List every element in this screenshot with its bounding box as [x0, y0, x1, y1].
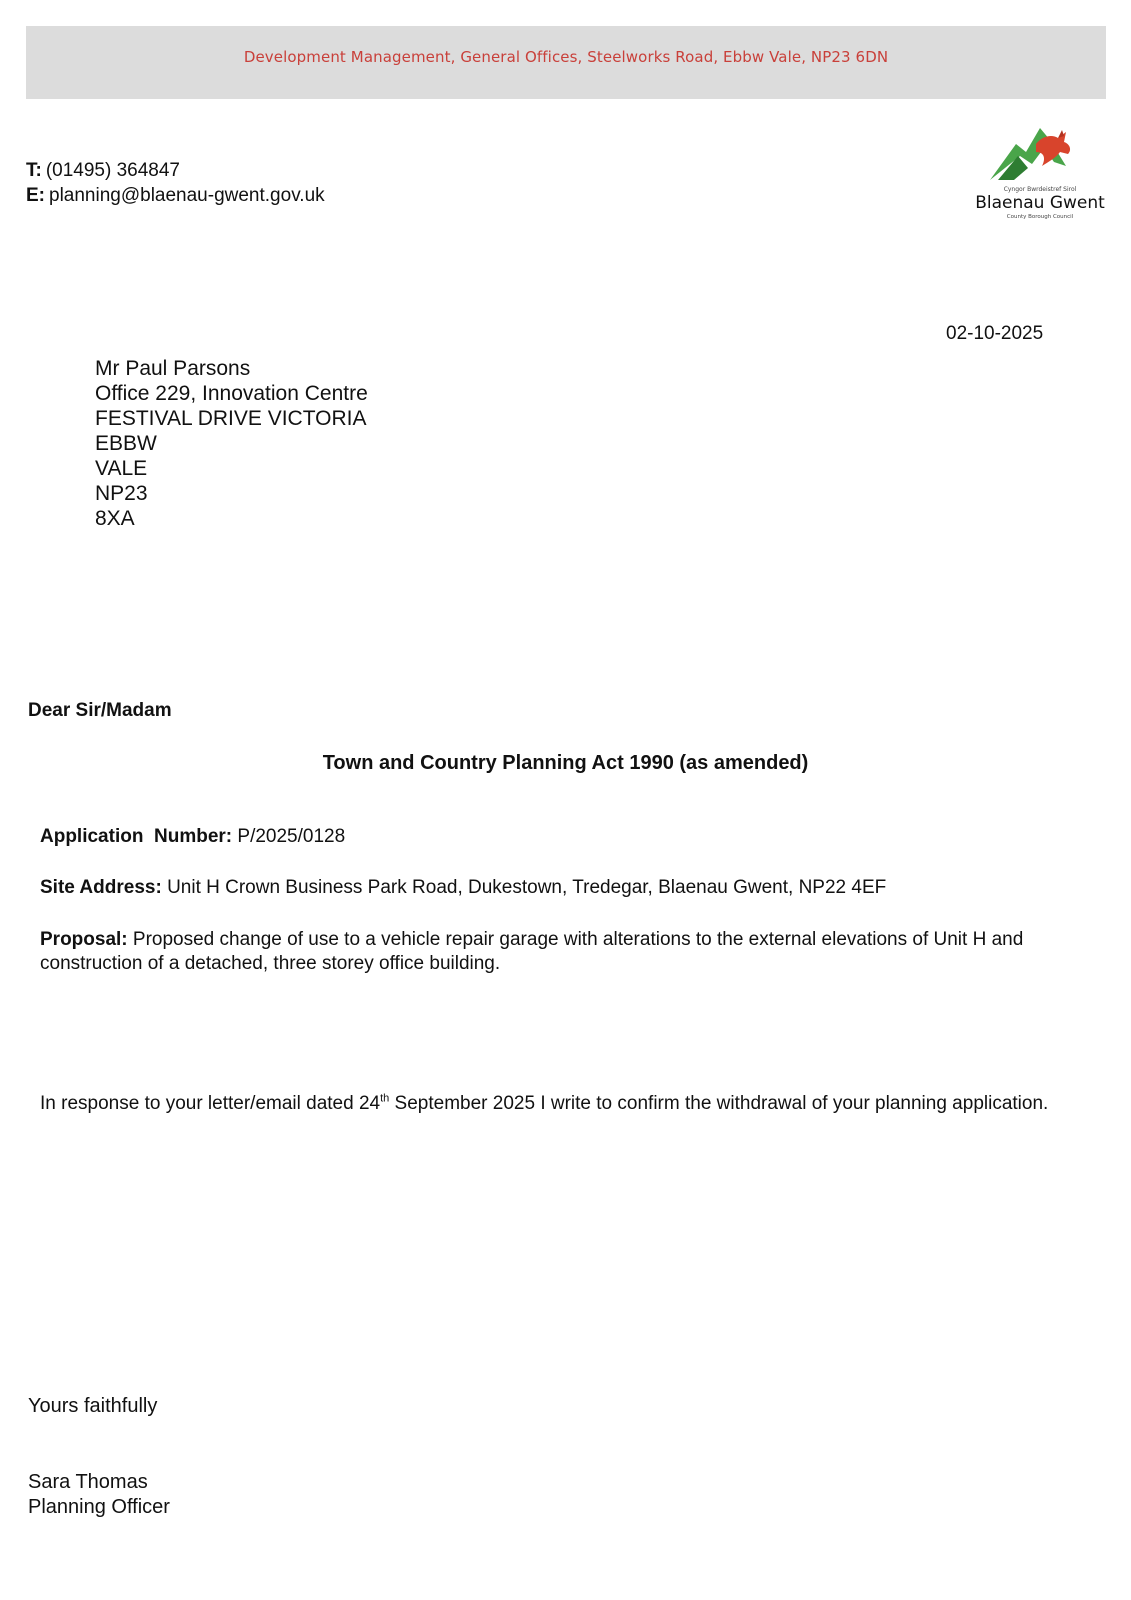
address-line: Office 229, Innovation Centre: [95, 382, 368, 405]
council-logo: [970, 122, 1110, 232]
site-address: Unit H Crown Business Park Road, Dukestown, Tredegar, Blaenau Gwent, NP22 4EF: [167, 877, 887, 898]
application-number-row: [40, 825, 345, 849]
address-line: EBBW: [95, 432, 157, 455]
contact-details: [26, 158, 325, 208]
site-address-row: [40, 876, 886, 900]
recipient-address: [95, 356, 368, 531]
address-line: VALE: [95, 457, 148, 480]
phone-number: (01495) 364847: [45, 160, 180, 181]
signer-title: Planning Officer: [28, 1496, 170, 1518]
act-title: Town and Country Planning Act 1990 (as amended): [322, 752, 809, 774]
address-line: FESTIVAL DRIVE VICTORIA: [95, 407, 367, 430]
signer-name: Sara Thomas: [28, 1471, 148, 1493]
email-label: E:: [26, 185, 45, 206]
address-line: 8XA: [95, 507, 135, 530]
email-line: [26, 183, 325, 208]
body-text-end: September 2025 I write to confirm the withdrawal of your planning application.: [389, 1093, 1049, 1114]
proposal-row: [40, 928, 1090, 976]
body-paragraph: [40, 1092, 1100, 1116]
letter-date: 02-10-2025: [946, 323, 1044, 344]
closing: Yours faithfully: [28, 1395, 158, 1417]
body-text-ordinal: th: [380, 1092, 390, 1105]
site-address-label: Site Address:: [40, 877, 162, 898]
address-line: NP23: [95, 482, 148, 505]
signature-block: [28, 1470, 170, 1520]
salutation: Dear Sir/Madam: [28, 700, 172, 721]
phone-label: T:: [26, 160, 42, 181]
logo-name: Blaenau Gwent: [975, 193, 1105, 213]
body-text-start: In response to your letter/email dated 24: [40, 1093, 381, 1114]
office-address: Development Management, General Offices, Steelworks Road, Ebbw Vale, NP23 6DN: [243, 48, 889, 66]
logo-welsh-text: Cyngor Bwrdeistref Sirol: [1003, 186, 1077, 193]
application-number: P/2025/0128: [237, 826, 346, 847]
address-line: Mr Paul Parsons: [95, 357, 251, 380]
logo-subtitle: County Borough Council: [1006, 214, 1074, 220]
email-address: planning@blaenau-gwent.gov.uk: [49, 185, 325, 206]
mountain-dragon-icon: [970, 122, 1110, 186]
proposal-label: Proposal:: [40, 929, 128, 950]
letterhead-band: [26, 26, 1106, 99]
application-number-label: Application Number:: [40, 826, 233, 847]
phone-line: [26, 158, 325, 183]
proposal-text: Proposed change of use to a vehicle repair garage with alterations to the external elevations of Unit H and construction of a detached, three storey office building.: [40, 929, 1024, 974]
